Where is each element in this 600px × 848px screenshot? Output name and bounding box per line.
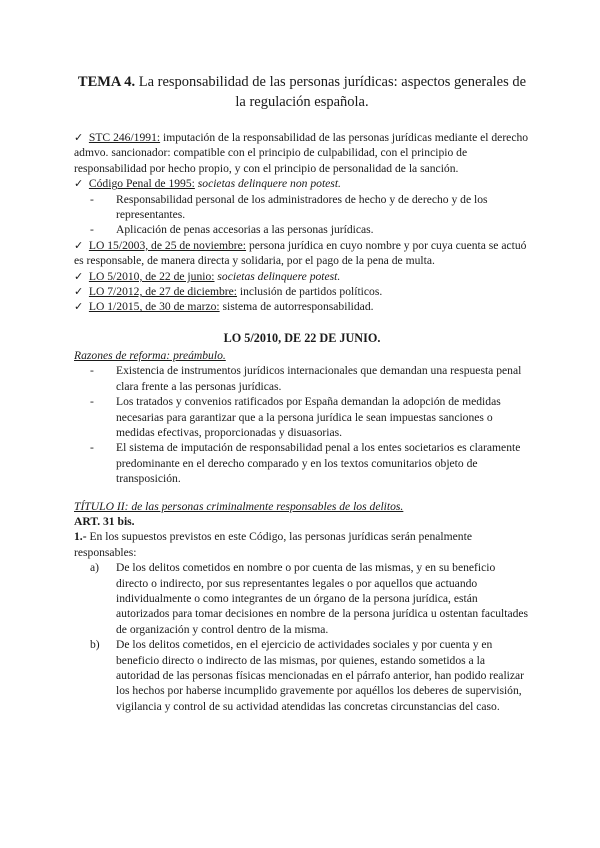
- item-text: inclusión de partidos políticos.: [237, 285, 383, 299]
- item-link: STC 246/1991:: [88, 131, 161, 144]
- check-icon: ✓: [74, 177, 84, 191]
- list-item-cp1995: [74, 176, 530, 191]
- title-rest: La responsabilidad de las personas jurídicas: aspectos generales de la regulación española.: [135, 74, 527, 110]
- reason-item: - Existencia de instrumentos jurídicos internacionales que demandan una respuesta penal clara frente a las personas jurídicas.: [90, 363, 530, 394]
- item-text: persona jurídica en cuyo nombre y por cuya cuenta se actuó es responsable, de manera directa y solidaria, por el pago de la pena de multa.: [74, 238, 527, 268]
- cp1995-sublist: [74, 192, 530, 238]
- check-icon: ✓: [74, 285, 84, 299]
- item-link: LO 7/2012, de 27 de diciembre:: [88, 285, 238, 299]
- sub-item: - Responsabilidad personal de los administradores de hecho y de derecho y de los representantes.: [90, 192, 530, 223]
- reasons-title: Razones de reforma: preámbulo.: [74, 348, 226, 362]
- item-link: Código Penal de 1995:: [88, 177, 195, 191]
- item-text: imputación de la responsabilidad de las personas jurídicas mediante el derecho admvo. sancionador: compatible con el principio de culpabilidad, con el principio de responsabilidad por hecho propio, y con el principio de personalidad de la sanción.: [74, 131, 529, 175]
- item-link: LO 5/2010, de 22 de junio:: [88, 269, 215, 283]
- article-intro: [74, 529, 530, 560]
- section-heading: LO 5/2010, DE 22 DE JUNIO.: [223, 330, 381, 345]
- sub-item: - Aplicación de penas accesorias a las personas jurídicas.: [90, 222, 530, 237]
- item-link: LO 15/2003, de 25 de noviembre:: [88, 238, 247, 252]
- reason-item: - Los tratados y convenios ratificados por España demandan la adopción de medidas necesarias para garantizar que a la persona jurídica le sean impuestas sanciones o medidas efectivas, proporcionadas y disuasorias.: [90, 394, 530, 440]
- item-label: b): [90, 638, 100, 652]
- list-item-lo5-2010: [74, 269, 530, 284]
- check-icon: ✓: [74, 269, 84, 283]
- item-link: LO 1/2015, de 30 de marzo:: [88, 300, 220, 314]
- article-item: [90, 637, 530, 714]
- item-text: De los delitos cometidos, en el ejercicio de actividades sociales y por cuenta y en beneficio directo o indirecto de las mismas, por quienes, estando sometidos a la autoridad de las personas físicas mencionadas en el párrafo anterior, han podido realizar los hechos por haberse incumplido gravemente por aquéllos los deberes de supervisión, vigilancia y control de su actividad atendidas las concretas circunstancias del caso.: [116, 638, 525, 713]
- titulo-heading: TÍTULO II: de las personas criminalmente responsables de los delitos.: [74, 499, 404, 513]
- article-items: [74, 560, 530, 714]
- reasons-list: [74, 363, 530, 486]
- spacer: [74, 487, 530, 499]
- article-heading: ART. 31 bis.: [74, 514, 135, 528]
- item-italic: societas delinquere non potest.: [194, 177, 341, 191]
- page-title: [74, 72, 530, 112]
- article-intro-text: En los supuestos previstos en este Código, las personas jurídicas serán penalmente responsables:: [74, 530, 472, 559]
- list-item-lo15-2003: [74, 238, 530, 269]
- item-text: sistema de autorresponsabilidad.: [219, 300, 374, 314]
- check-icon: ✓: [74, 131, 84, 144]
- item-label: a): [90, 561, 100, 575]
- check-icon: ✓: [74, 238, 84, 252]
- list-item-lo7-2012: [74, 284, 530, 299]
- title-bold: TEMA 4.: [77, 74, 136, 90]
- check-icon: ✓: [74, 300, 84, 314]
- reason-item: - El sistema de imputación de responsabilidad penal a los entes societarios es claramente predominante en el derecho comparado y en los textos comunitarios objeto de transposición.: [90, 440, 530, 486]
- list-item-stc: [74, 130, 530, 176]
- article-item: [90, 560, 530, 637]
- item-italic: societas delinquere potest.: [214, 269, 341, 283]
- article-number: 1.-: [74, 530, 87, 544]
- list-item-lo1-2015: [74, 299, 530, 314]
- item-text: De los delitos cometidos en nombre o por cuenta de las mismas, y en su beneficio directo o indirecto, por sus representantes legales o por aquellos que actuando individualmente o como integrantes de un órgano de la persona jurídica, están autorizados para tomar decisiones en nombre de la persona jurídica u ostentan facultades de organización y control dentro de la misma.: [116, 561, 529, 636]
